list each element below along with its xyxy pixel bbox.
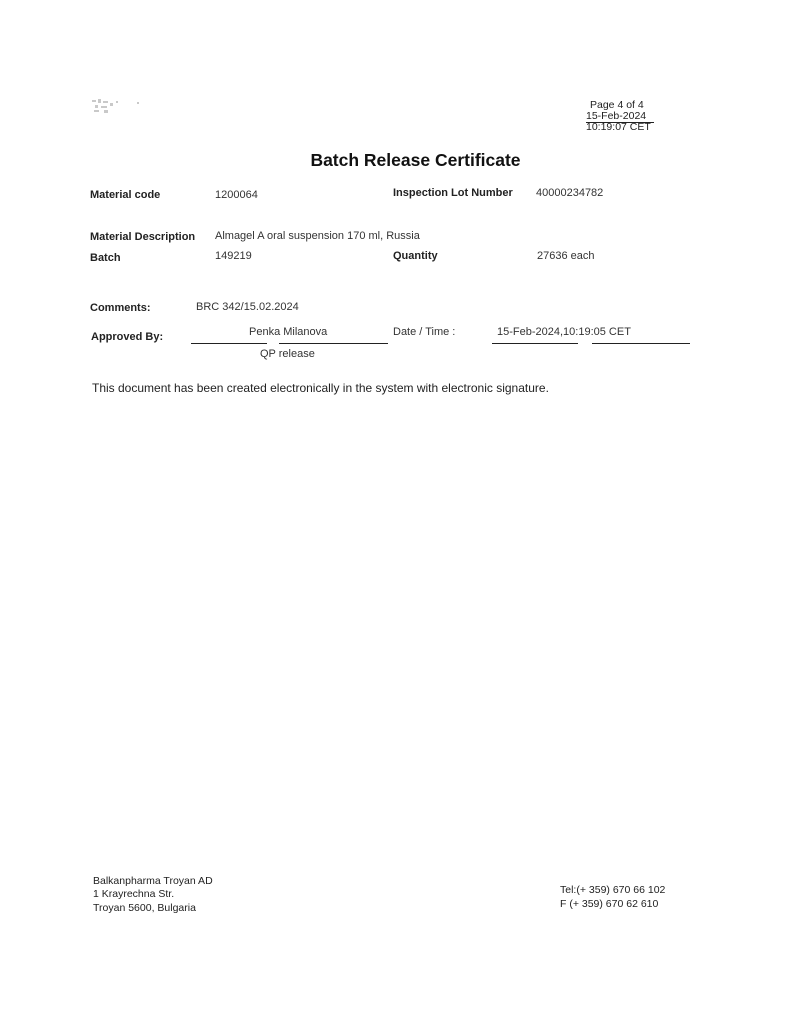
material-code-value: 1200064 <box>215 189 258 201</box>
quantity-label: Quantity <box>393 250 438 262</box>
footer-company: Balkanpharma Troyan AD <box>93 875 213 887</box>
footer-tel: Tel:(+ 359) 670 66 102 <box>560 884 666 896</box>
material-description-label: Material Description <box>90 231 196 243</box>
batch-label: Batch <box>90 252 121 264</box>
signature-line-left <box>191 343 267 344</box>
print-time: 10:19:07 CET <box>586 121 651 133</box>
print-date: 15-Feb-2024 <box>586 110 647 122</box>
footer-street: 1 Krayrechna Str. <box>93 888 175 900</box>
inspection-lot-label: Inspection Lot Number <box>393 187 513 199</box>
approver-name: Penka Milanova <box>249 326 328 338</box>
material-description-value: Almagel A oral suspension 170 ml, Russia <box>215 230 420 242</box>
page-number: Page 4 of 4 <box>590 99 644 111</box>
approved-by-label: Approved By: <box>91 331 164 343</box>
material-code-label: Material code <box>90 189 161 201</box>
comments-label: Comments: <box>90 302 151 314</box>
logo-smudge <box>92 98 142 116</box>
datetime-label: Date / Time : <box>393 326 456 338</box>
document-title: Batch Release Certificate <box>310 150 521 170</box>
comments-value: BRC 342/15.02.2024 <box>196 301 299 313</box>
footer-city: Troyan 5600, Bulgaria <box>93 902 196 914</box>
electronic-signature-note: This document has been created electronically in the system with electronic signature. <box>92 381 549 395</box>
footer-fax: F (+ 359) 670 62 610 <box>560 898 659 910</box>
datetime-value: 15-Feb-2024,10:19:05 CET <box>497 326 631 338</box>
batch-value: 149219 <box>215 250 252 262</box>
datetime-line-left <box>492 343 578 344</box>
datetime-line-right <box>592 343 690 344</box>
quantity-value: 27636 each <box>537 250 595 262</box>
inspection-lot-value: 40000234782 <box>536 187 604 199</box>
signature-line-right <box>279 343 388 344</box>
approver-role: QP release <box>260 348 315 360</box>
